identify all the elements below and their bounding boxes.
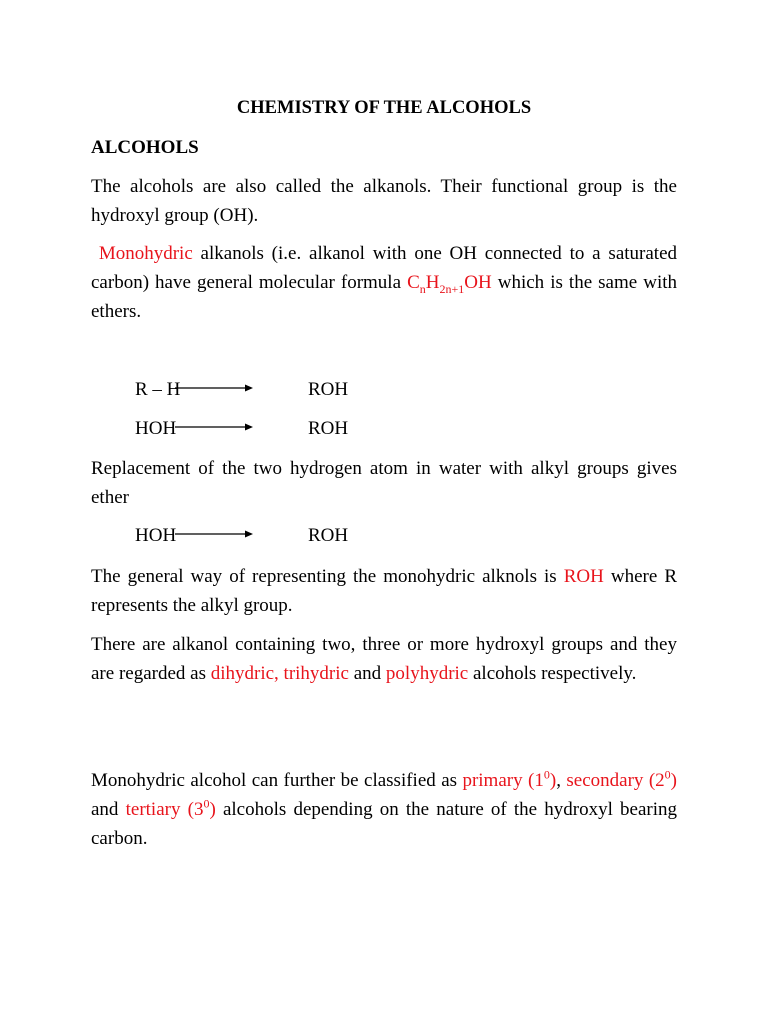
- product: ROH: [308, 525, 349, 546]
- paragraph-roh: The general way of representing the monohydric alknols is ROH where R represents the alkyl group.: [91, 566, 678, 616]
- monohydric-text: alkanols (i.e. alkanol with one OH connected to a saturated carbon) have general molecular formula: [91, 243, 677, 293]
- term-monohydric: Monohydric: [98, 243, 193, 264]
- paragraph-ether: Replacement of the two hydrogen atom in water with alkyl groups gives ether: [91, 458, 677, 508]
- product: ROH: [308, 379, 349, 400]
- term-primary: primary $(1^0)$: [462, 767, 557, 791]
- term-polyhydric: polyhydric: [385, 663, 469, 684]
- paragraph-monohydric: [91, 239, 677, 326]
- document-title: CHEMISTRY OF THE ALCOHOLS: [236, 98, 532, 118]
- monohydric-tail: which is the same with ethers.: [91, 272, 678, 322]
- general-formula: $C_nH_{2n+1}OH$: [407, 272, 492, 296]
- reaction-arrow-icon: [175, 383, 253, 393]
- section-heading: ALCOHOLS: [91, 137, 199, 158]
- term-dihydric-trihydric: dihydric, trihydric: [210, 663, 349, 684]
- term-roh: ROH: [563, 566, 604, 587]
- reaction-arrow-icon: [175, 422, 253, 432]
- paragraph-classification: Monohydric alcohol can further be classified as primary $(1^0)$, secondary $(2^0)$ and tertiary $(3^0)$ alcohols depending on the nature of the hydroxyl bearing carbon.: [91, 767, 678, 849]
- product: ROH: [308, 418, 349, 439]
- paragraph-polyhydric: There are alkanol containing two, three or more hydroxyl groups and they are regarded as dihydric, trihydric and polyhydric alcohols respectively.: [91, 634, 677, 684]
- reactant: HOH: [135, 525, 177, 546]
- paragraph-definition: The alcohols are also called the alkanols. Their functional group is the hydroxyl group (OH).: [91, 176, 677, 226]
- reactant: HOH: [135, 418, 177, 439]
- term-tertiary: tertiary $(3^0)$: [125, 796, 216, 820]
- term-secondary: secondary $(2^0)$: [566, 767, 677, 791]
- reaction-arrow-icon: [175, 529, 253, 539]
- reactant: R – H: [135, 379, 181, 400]
